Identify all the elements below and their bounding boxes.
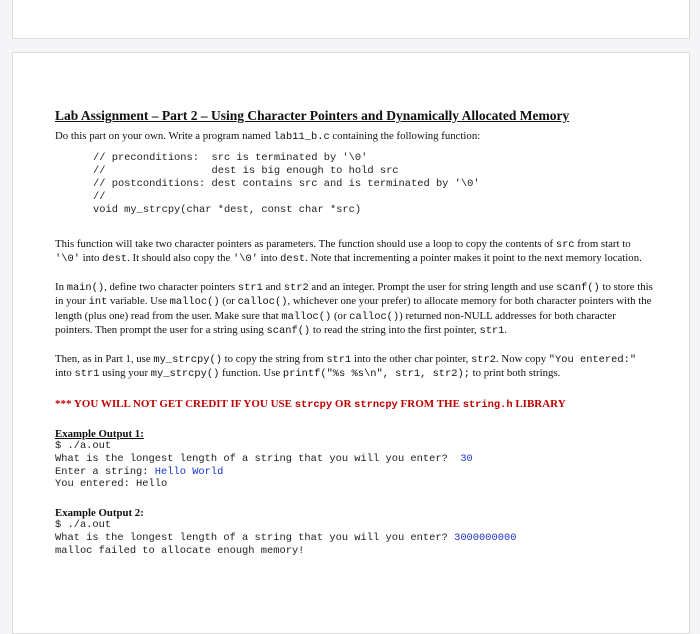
text: , whichever one your prefer) to allocate memory for both character pointers with the length (plus one) read from the user. Make sure that (55, 295, 652, 322)
credit-warning (55, 398, 655, 413)
example-1-output (55, 440, 655, 491)
code: str2 (283, 281, 309, 294)
code: string.h (462, 398, 513, 411)
text: In (55, 280, 67, 293)
terminal-line: $ ./a.out (55, 519, 112, 532)
user-input: 30 (460, 452, 473, 465)
text: *** YOU WILL NOT GET CREDIT IF YOU USE (55, 397, 295, 410)
code: calloc() (237, 296, 288, 309)
code: src (555, 238, 575, 251)
assignment-title: Lab Assignment – Part 2 – Using Character Pointers and Dynamically Allocated Memory (55, 108, 570, 123)
text: This function will take two character pointers as parameters. The function should use a loop to copy the contents of (55, 237, 556, 250)
code: my_strcpy() (153, 353, 222, 366)
terminal-line: malloc failed to allocate enough memory! (55, 544, 305, 557)
code: printf("%s %s\n", str1, str2); (282, 368, 470, 381)
filename-code: lab11_b.c (273, 131, 330, 143)
text: to read the string into the first pointer, (310, 324, 480, 337)
code: str2 (471, 353, 497, 366)
function-code-block (93, 152, 655, 218)
text: . It should also copy the (127, 252, 233, 265)
text: into (55, 367, 75, 380)
code: dest (102, 253, 128, 266)
code: strcpy (294, 398, 333, 411)
text: . Note that incrementing a pointer makes it point to the next memory location. (305, 252, 642, 265)
main-description-paragraph (55, 281, 655, 339)
copy-instructions-paragraph (55, 353, 655, 382)
terminal-line: You entered: Hello (55, 478, 168, 491)
previous-page (12, 0, 690, 39)
code: '\0' (232, 253, 258, 266)
text: to store this in your (55, 280, 653, 308)
code-line: void my_strcpy(char *dest, const char *src) (93, 204, 362, 217)
terminal-line: $ ./a.out (55, 440, 112, 453)
code: strncpy (354, 398, 398, 411)
prompt-text: What is the longest length of a string that you will you enter? (55, 532, 455, 544)
text: into (79, 252, 103, 265)
terminal-line (55, 453, 655, 466)
text: function. Use (219, 367, 283, 380)
code: str1 (237, 281, 263, 294)
text: , define two character pointers (104, 280, 238, 293)
code: main() (66, 281, 105, 294)
text: using your (99, 367, 151, 380)
example-2-title: Example Output 2: (55, 507, 144, 520)
text: into (257, 252, 281, 265)
code: "You entered:" (548, 353, 637, 366)
text: and (262, 280, 284, 293)
terminal-line (55, 466, 655, 479)
intro-text: Do this part on your own. Write a program named (55, 130, 274, 142)
document-page (12, 52, 690, 634)
code: malloc() (281, 310, 332, 323)
text: and an integer. Prompt the user for string length and use (308, 280, 557, 293)
text: variable. Use (107, 295, 170, 308)
code: calloc() (349, 310, 400, 323)
user-input: 3000000000 (454, 532, 517, 544)
intro-text: containing the following function: (329, 130, 481, 142)
code: str1 (74, 368, 100, 381)
code: scanf() (556, 281, 600, 294)
text: from start to (574, 237, 631, 250)
text: . (504, 324, 508, 337)
example-2-output (55, 519, 655, 557)
code: str1 (479, 325, 505, 338)
terminal-line (55, 532, 655, 545)
user-input: Hello World (154, 465, 224, 478)
code: str1 (326, 353, 352, 366)
text: . Now copy (496, 352, 549, 365)
text: OR (332, 397, 355, 410)
code: scanf() (266, 325, 311, 338)
code-line: // postconditions: dest contains src and is terminated by '\0' (93, 177, 480, 190)
text: (or (331, 309, 350, 322)
code: my_strcpy() (150, 368, 220, 381)
text: to copy the string from (221, 352, 327, 365)
example-1-title: Example Output 1: (55, 428, 144, 441)
function-description-paragraph (55, 238, 655, 267)
code: malloc() (169, 296, 220, 309)
text: Then, as in Part 1, use (55, 352, 154, 365)
text: FROM THE (397, 397, 463, 410)
text: ) returned non-NULL addresses for both character pointers. Then prompt the user for a string using (55, 309, 616, 337)
text: to print both strings. (469, 367, 561, 380)
text: LIBRARY (512, 397, 566, 410)
code: dest (280, 253, 306, 266)
prompt-text: Enter a string: (55, 465, 155, 478)
code: int (88, 296, 108, 309)
code-line: // (93, 191, 106, 204)
code-line: // dest is big enough to hold src (93, 164, 399, 177)
code-line: // preconditions: src is terminated by '\0' (93, 151, 368, 164)
text: (or (219, 295, 238, 308)
code: '\0' (55, 253, 80, 266)
intro-paragraph (55, 130, 655, 145)
page-content (55, 108, 655, 558)
text: into the other char pointer, (351, 352, 472, 365)
prompt-text: What is the longest length of a string that you will you enter? (55, 452, 461, 465)
